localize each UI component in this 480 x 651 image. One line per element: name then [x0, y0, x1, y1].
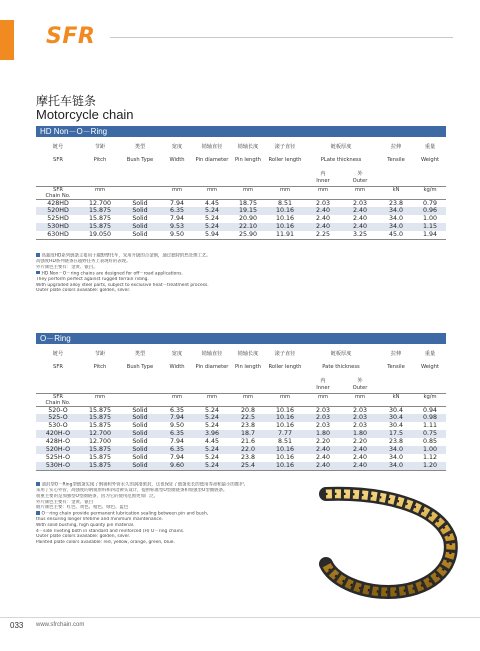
table-cell: 25.90 [238, 231, 258, 238]
table-cell: 3.25 [352, 231, 368, 238]
col-header-pitch-cn: 节距 [94, 351, 106, 357]
col-header-width-cn: 宽度 [171, 144, 183, 150]
col-header-plate-cn: 链板厚度 [330, 144, 352, 150]
col-header-type-cn: 类型 [134, 144, 146, 150]
table-row [36, 462, 446, 470]
table-cell: Solid [120, 430, 160, 438]
table-cell: 2.40 [352, 215, 368, 222]
col-header-inner-cn: 内 [320, 378, 326, 384]
table-cell: 45.0 [389, 231, 404, 238]
table-cell: 525HD [47, 215, 69, 222]
table-cell: 34.0 [378, 223, 414, 231]
table-row [36, 207, 446, 215]
unit-inner: mm [304, 393, 342, 406]
table-cell: 2.40 [315, 454, 331, 461]
table-cell: Solid [120, 446, 160, 454]
table-cell: 0.94 [423, 406, 438, 414]
table-cell: 525H-O [45, 454, 71, 461]
table-cell: 2.03 [342, 414, 378, 422]
table-cell: 34.0 [378, 462, 414, 470]
table-cell: 2.03 [315, 406, 331, 414]
note-line: 油封型O－Ring型链条实现了钢销和外管永久的润滑密封，这也保证了链条更长的使用寿命和最小的维护。 [36, 482, 326, 488]
col-header-inner-en: Inner [316, 178, 330, 184]
table-cell: 2.03 [315, 199, 331, 207]
chain-no-label: SFR Chain No. [36, 393, 80, 406]
table-cell: 19.050 [88, 231, 112, 238]
brand-accent-bar [0, 20, 14, 60]
note-line: With solid bushing, high quality pin material. [36, 522, 135, 528]
col-header-pin-length-en: Pin length [235, 364, 261, 370]
col-header-weight-en: Weight [420, 157, 440, 163]
unit-pin-length: mm [230, 186, 266, 199]
col-header-outer-en: Outer [352, 385, 368, 391]
table-cell: Solid [132, 231, 148, 238]
table-cell: 530HD [36, 223, 80, 231]
unit-outer: mm [342, 393, 378, 406]
table-cell: 23.8 [389, 438, 404, 445]
table-cell: 2.03 [352, 199, 368, 207]
unit-width: mm [160, 393, 194, 406]
table-cell: 18.75 [238, 199, 258, 207]
note-line: With upgraded alloy steel parts, subject to exclusive heat－treatment process. [36, 282, 209, 288]
note-line: They perform perfect against rugged terrain riding. [36, 276, 149, 282]
table-cell: 25.4 [230, 462, 266, 470]
col-header-plate-cn: 链板厚度 [330, 351, 352, 357]
col-header-tensile-en: Tensile [387, 364, 405, 370]
section-hd-non-o-ring-bar: HD Non－O－Ring [36, 126, 446, 137]
table-cell: 9.53 [160, 223, 194, 231]
website-link[interactable]: www.sfrchain.com [36, 622, 85, 628]
table-cell: 15.875 [88, 454, 112, 461]
unit-pin-diameter: mm [194, 186, 230, 199]
col-header-type-en: Bush Type [126, 157, 154, 163]
page-title-en: Motorcycle chain [36, 107, 134, 122]
col-header-pitch-en: Pitch [93, 157, 107, 163]
table-cell: 1.80 [304, 430, 342, 438]
table-cell: 5.94 [204, 231, 220, 238]
table-cell: 5.24 [194, 462, 230, 470]
table-cell: 7.94 [160, 414, 194, 422]
table-cell: 0.98 [414, 414, 446, 422]
table-cell: 18.7 [230, 430, 266, 438]
table-cell: 2.03 [315, 422, 331, 429]
col-header-inner-en: Inner [316, 385, 330, 391]
table-cell: 9.50 [169, 231, 185, 238]
table-cell: 4.45 [204, 199, 220, 207]
section-o-ring-bar: O－Ring [36, 333, 446, 344]
table-cell: 11.91 [275, 231, 295, 238]
note-line: 很重主要的是加强型O型圈链条，因为它的使用范围更加广泛。 [36, 493, 159, 499]
table-cell: 6.35 [160, 430, 194, 438]
col-header-model-cn: 链号 [52, 144, 64, 150]
table-cell: 2.40 [304, 462, 342, 470]
table-cell: 10.16 [266, 223, 304, 231]
table-cell: 2.40 [304, 207, 342, 215]
table-cell: 428HD [47, 199, 69, 207]
table-cell: 525-O [36, 414, 80, 422]
table-cell: 2.20 [315, 438, 331, 445]
table-cell: Solid [120, 223, 160, 231]
table-cell: 5.24 [194, 446, 230, 454]
o-ring-chain-photo [318, 484, 458, 599]
table-cell: 20.8 [240, 406, 256, 414]
table-cell: 1.11 [423, 422, 438, 429]
table-cell: 22.5 [230, 414, 266, 422]
table-cell: 530-O [48, 422, 68, 429]
table-cell: 23.8 [389, 199, 404, 207]
table-cell: 3.96 [194, 430, 230, 438]
table-cell: 1.12 [423, 454, 438, 461]
page-title-cn: 摩托车链条 [36, 94, 97, 108]
footer-divider [0, 617, 480, 618]
note-line: 4－side riveting both in standard and reinforced (H) O－ring chains. [36, 528, 185, 534]
table-cell: 34.0 [389, 454, 404, 461]
col-header-outer-cn: 外 [357, 171, 363, 177]
col-header-type-en: Bush Type [126, 364, 154, 370]
table-row [36, 223, 446, 231]
note-line: 镀片颜色主要：红色、黄色、橙色、绿色、蓝色 [36, 505, 129, 511]
col-header-pitch-en: Pitch [93, 364, 107, 370]
col-header-outer-cn: 外 [357, 378, 363, 384]
col-header-roller-en: Roller length [268, 364, 302, 370]
table-cell: 8.51 [277, 438, 293, 445]
table-cell: 0.85 [423, 438, 438, 445]
table-row [36, 231, 446, 239]
table-cell: 8.51 [277, 199, 293, 207]
unit-tensile: kN [378, 393, 414, 406]
table-cell: 2.40 [342, 462, 378, 470]
col-header-width-cn: 宽度 [171, 351, 183, 357]
table-cell: 34.0 [389, 215, 404, 222]
col-header-weight-cn: 重量 [424, 351, 436, 357]
col-header-width-en: Width [169, 157, 185, 163]
table-row [36, 215, 446, 223]
table-cell: 2.03 [352, 422, 368, 429]
col-header-pitch-cn: 节距 [94, 144, 106, 150]
table-cell: 5.24 [204, 215, 220, 222]
note-line: Outer plate colors available: golden, silver. [36, 534, 131, 540]
table-cell: 6.35 [160, 446, 194, 454]
note-line: 高强度HD系列链条主要用于越野摩托车，采用升级的合金钢，通过独特的热处理工艺。 [36, 253, 326, 259]
table-cell: 5.24 [204, 454, 220, 461]
table-cell: 15.875 [80, 462, 120, 470]
table-row [36, 446, 446, 454]
col-header-pin-length-cn: 销轴长度 [237, 144, 259, 150]
col-header-weight-cn: 重量 [424, 144, 436, 150]
table-cell: 12.700 [80, 430, 120, 438]
table-cell: 30.4 [389, 422, 404, 429]
table-cell: 10.16 [275, 422, 295, 429]
col-header-pin-length-cn: 销轴长度 [237, 351, 259, 357]
table-cell: Solid [132, 422, 148, 429]
table-cell: 9.60 [160, 462, 194, 470]
table-cell: 7.94 [169, 438, 185, 445]
table-cell: 1.00 [423, 215, 438, 222]
table-cell: 0.79 [423, 199, 438, 207]
table-cell: 5.24 [204, 422, 220, 429]
table-cell: 520H-O [36, 446, 80, 454]
unit-pin-length: mm [230, 393, 266, 406]
table-cell: 10.16 [266, 414, 304, 422]
table-cell: 19.15 [230, 207, 266, 215]
col-header-roller-en: Roller length [268, 157, 302, 163]
table-cell: 21.6 [240, 438, 256, 445]
table-row [36, 454, 446, 462]
col-header-weight-en: Weight [420, 364, 440, 370]
chain-no-label: SFR Chain No. [36, 186, 80, 199]
table-cell: 2.40 [304, 223, 342, 231]
col-header-model-cn: 链号 [52, 351, 64, 357]
note-line: O－ring chain provide permanent lubrication sealing between pin and bush, [36, 511, 326, 517]
table-cell: 15.875 [80, 446, 120, 454]
bullet-icon [36, 482, 40, 486]
table-cell: Solid [120, 462, 160, 470]
unit-inner: mm [304, 186, 342, 199]
table-cell: 2.40 [315, 215, 331, 222]
table-cell: 30.4 [389, 406, 404, 414]
unit-tensile: kN [378, 186, 414, 199]
table-cell: 23.8 [240, 454, 256, 461]
table-cell: 1.94 [423, 231, 438, 238]
table-cell: Solid [120, 414, 160, 422]
table-cell: 12.700 [88, 438, 112, 445]
col-header-width-en: Width [169, 364, 185, 370]
table-cell: 0.75 [414, 430, 446, 438]
table-cell: 23.8 [240, 422, 256, 429]
bullet-icon [36, 511, 40, 515]
table-cell: 0.96 [414, 207, 446, 215]
note-line: 外片颜色主要有：金黄、银白。 [36, 264, 98, 270]
table-cell: Solid [132, 215, 148, 222]
table-row [36, 406, 446, 414]
table-cell: 10.16 [266, 207, 304, 215]
unit-pitch: mm [80, 186, 120, 199]
table-cell: 15.875 [88, 422, 112, 429]
table-cell: 5.24 [204, 406, 220, 414]
table-cell: 2.40 [342, 207, 378, 215]
table-cell: 1.20 [414, 462, 446, 470]
note-line: HD Non－O－ring chains are designed for off－road applications. [36, 271, 326, 277]
table-cell: Solid [132, 454, 148, 461]
unit-roller: mm [266, 393, 304, 406]
table-cell: 420H-O [36, 430, 80, 438]
table-cell: 15.875 [88, 215, 112, 222]
table-cell: Solid [132, 406, 148, 414]
spec-table-o-ring [36, 350, 446, 471]
table-cell: 7.94 [169, 199, 185, 207]
table-cell: 2.40 [342, 223, 378, 231]
table-cell: 7.94 [169, 454, 185, 461]
table-body [36, 406, 446, 470]
table-cell: 22.10 [230, 223, 266, 231]
table-cell: 9.50 [169, 422, 185, 429]
table-cell: Solid [120, 207, 160, 215]
table-cell: 20.90 [238, 215, 258, 222]
table-cell: 6.35 [160, 207, 194, 215]
spec-table-hd-non-o-ring [36, 143, 446, 240]
unit-weight: kg/m [414, 393, 446, 406]
table-cell: 6.35 [169, 406, 185, 414]
note-line: 高强度HD系列链条在越野任务上表现好的表现。 [36, 259, 131, 265]
table-cell: 1.80 [342, 430, 378, 438]
table-cell: 10.16 [275, 215, 295, 222]
unit-width: mm [160, 186, 194, 199]
brand-logo: SFR [46, 24, 96, 49]
table-cell: 10.16 [266, 462, 304, 470]
table-cell: 2.40 [352, 454, 368, 461]
table-cell: 10.16 [275, 454, 295, 461]
table-cell: 7.77 [266, 430, 304, 438]
table-body [36, 199, 446, 239]
table-row [36, 438, 446, 446]
table-cell: 530H-O [36, 462, 80, 470]
table-cell: 1.00 [414, 446, 446, 454]
note-line: Painted plate colors available: red, yellow, orange, green, blue. [36, 540, 175, 546]
table-cell: 520HD [36, 207, 80, 215]
table-cell: 17.5 [378, 430, 414, 438]
note-line: thus ensuring longer lifetime and minimum maintenance. [36, 517, 163, 523]
table-cell: 12.700 [88, 199, 112, 207]
col-header-pin-diameter-cn: 销轴直径 [201, 351, 223, 357]
col-header-type-cn: 类型 [134, 351, 146, 357]
unit-pitch: mm [80, 393, 120, 406]
col-header-roller-cn: 滚子直径 [274, 144, 296, 150]
header-divider [110, 37, 453, 38]
table-row [36, 199, 446, 207]
table-cell: Solid [132, 199, 148, 207]
table-cell: 30.4 [378, 414, 414, 422]
col-header-pin-diameter-en: Pin diameter [195, 364, 229, 370]
col-header-tensile-cn: 拉伸 [390, 351, 402, 357]
table-cell: 10.16 [275, 406, 295, 414]
table-cell: 5.24 [194, 207, 230, 215]
table-cell: 15.875 [88, 406, 112, 414]
table-cell: 34.0 [378, 446, 414, 454]
table-cell: 2.03 [304, 414, 342, 422]
col-header-tensile-en: Tensile [387, 157, 405, 163]
table-cell: 4.45 [204, 438, 220, 445]
table-cell: 520-O [48, 406, 68, 414]
page-number: 033 [10, 621, 24, 630]
table-cell: 428H-O [45, 438, 71, 445]
note-line: 外片颜色主要有：金黄、银白 [36, 499, 94, 505]
table-cell: 15.875 [80, 207, 120, 215]
table-cell: 630HD [47, 231, 69, 238]
table-cell: 15.875 [80, 223, 120, 231]
col-header-roller-cn: 滚子直径 [274, 351, 296, 357]
col-header-plate-en: Pate thickness [322, 364, 360, 370]
col-header-pin-diameter-cn: 销轴直径 [201, 144, 223, 150]
table-cell: 2.25 [315, 231, 331, 238]
table-cell: 5.24 [194, 414, 230, 422]
notes-hd-non-o-ring [36, 253, 326, 294]
bullet-icon [36, 253, 40, 257]
notes-o-ring [36, 482, 326, 546]
col-header-outer-en: Outer [352, 178, 368, 184]
table-cell: 22.0 [230, 446, 266, 454]
col-header-model-en: SFR [53, 364, 63, 370]
col-header-pin-length-en: Pin length [235, 157, 261, 163]
col-header-pin-diameter-en: Pin diameter [195, 157, 229, 163]
table-cell: 2.20 [352, 438, 368, 445]
table-cell: 1.15 [414, 223, 446, 231]
unit-roller: mm [266, 186, 304, 199]
table-cell: 34.0 [378, 207, 414, 215]
unit-pin-diameter: mm [194, 393, 230, 406]
note-line: 采用了实心外管，高强度的钢销原料和四边铆头设计，提供标准型O型圈链条和加强型O型圈链条。 [36, 488, 228, 494]
col-header-plate-en: PLate thickness [320, 157, 362, 163]
bullet-icon [36, 271, 40, 275]
table-cell: 10.16 [266, 446, 304, 454]
col-header-inner-cn: 内 [320, 171, 326, 177]
table-cell: 7.94 [169, 215, 185, 222]
table-row [36, 422, 446, 430]
table-cell: Solid [132, 438, 148, 445]
table-cell: 2.40 [304, 446, 342, 454]
note-line: Outer plate colors available: golden, silver. [36, 288, 131, 294]
col-header-tensile-cn: 拉伸 [390, 144, 402, 150]
unit-weight: kg/m [414, 186, 446, 199]
table-cell: 2.03 [352, 406, 368, 414]
table-row [36, 414, 446, 422]
col-header-model-en: SFR [53, 157, 63, 163]
table-row [36, 430, 446, 438]
table-cell: 15.875 [80, 414, 120, 422]
table-cell: 2.40 [342, 446, 378, 454]
unit-outer: mm [342, 186, 378, 199]
table-cell: 5.24 [194, 223, 230, 231]
